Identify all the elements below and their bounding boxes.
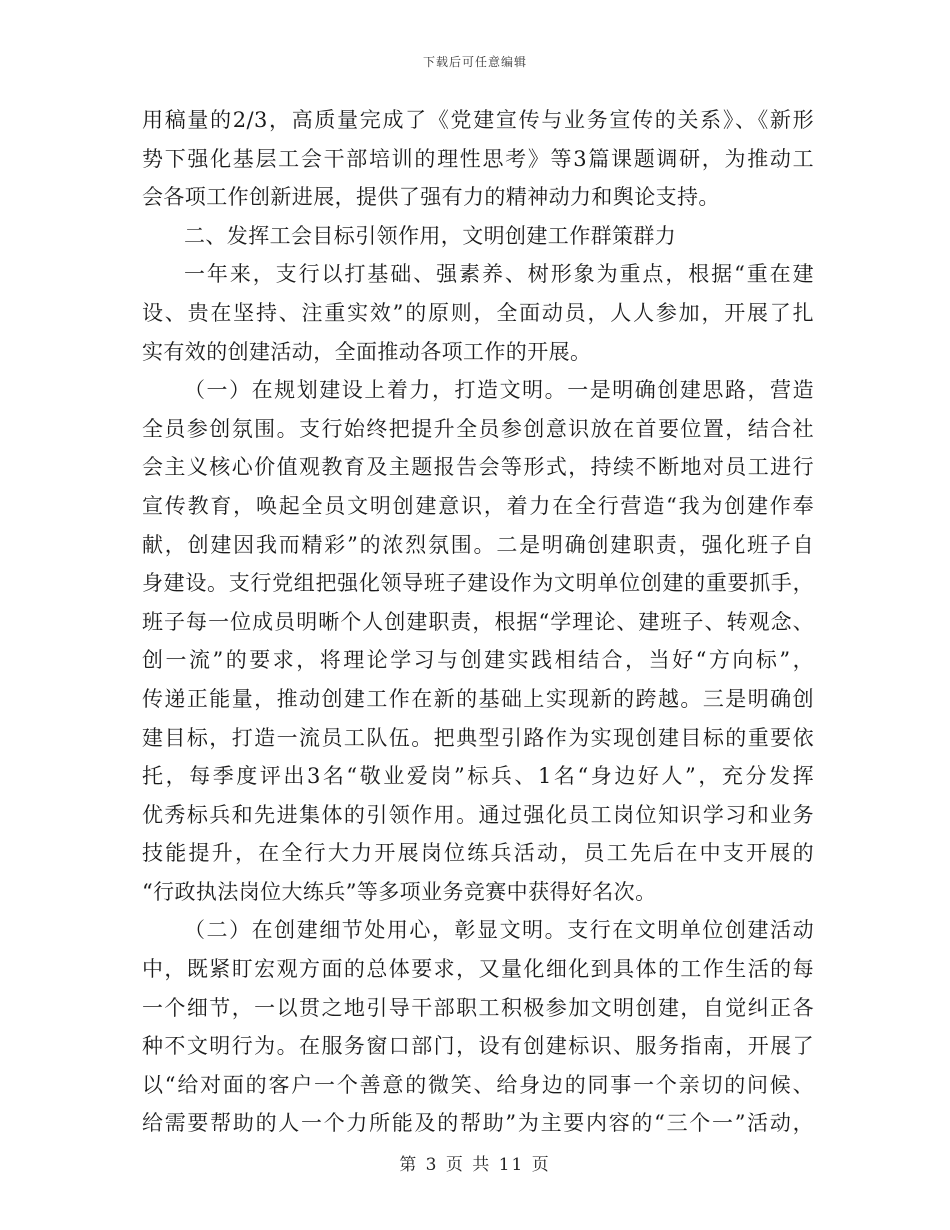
text-line: 种不文明行为。在服务窗口部门，设有创建标识、服务指南，开展了 <box>142 1034 814 1059</box>
text-line: 给需要帮助的人一个力所能及的帮助”为主要内容的“三个一”活动， <box>142 1111 814 1136</box>
text-line: 中，既紧盯宏观方面的总体要求，又量化细化到具体的工作生活的每 <box>142 957 814 982</box>
text-line: 建目标，打造一流员工队伍。把典型引路作为实现创建目标的重要依 <box>142 725 814 750</box>
text-line: 托，每季度评出3名“敬业爱岗”标兵、1名“身边好人”，充分发挥 <box>142 764 814 789</box>
text-line: （二）在创建细节处用心，彰显文明。支行在文明单位创建活动 <box>184 918 814 943</box>
text-line: 班子每一位成员明晰个人创建职责，根据“学理论、建班子、转观念、 <box>142 609 814 634</box>
text-line: 创一流”的要求，将理论学习与创建实践相结合，当好“方向标”， <box>142 648 814 673</box>
document-body <box>142 101 814 1143</box>
text-line: 传递正能量，推动创建工作在新的基础上实现新的跨越。三是明确创 <box>142 686 814 711</box>
text-line: 会各项工作创新进展，提供了强有力的精神动力和舆论支持。 <box>142 185 720 210</box>
text-line: （一）在规划建设上着力，打造文明。一是明确创建思路，营造 <box>184 378 814 403</box>
text-line: 全员参创氛围。支行始终把提升全员参创意识放在首要位置，结合社 <box>142 416 814 441</box>
text-line: 二、发挥工会目标引领作用，文明创建工作群策群力 <box>184 223 677 248</box>
text-line: 一年来，支行以打基础、强素养、树形象为重点，根据“重在建 <box>184 262 814 287</box>
text-line: 宣传教育，唤起全员文明创建意识，着力在全行营造“我为创建作奉 <box>142 493 814 518</box>
text-line: 身建设。支行党组把强化领导班子建设作为文明单位创建的重要抓手， <box>142 571 814 596</box>
text-line: 实有效的创建活动，全面推动各项工作的开展。 <box>142 339 592 364</box>
text-line: 会主义核心价值观教育及主题报告会等形式，持续不断地对员工进行 <box>142 455 814 480</box>
text-line: 献，创建因我而精彩”的浓烈氛围。二是明确创建职责，强化班子自 <box>142 532 814 557</box>
page-number-footer: 第 3 页 共 11 页 <box>399 1155 551 1175</box>
text-line: 势下强化基层工会干部培训的理性思考》等3篇课题调研，为推动工 <box>142 146 814 171</box>
text-line: 优秀标兵和先进集体的引领作用。通过强化员工岗位知识学习和业务 <box>142 802 814 827</box>
text-line: 设、贵在坚持、注重实效”的原则，全面动员，人人参加，开展了扎 <box>142 300 814 325</box>
text-line: 用稿量的2/3，高质量完成了《党建宣传与业务宣传的关系》、《新形 <box>142 108 814 132</box>
text-line: 以“给对面的客户一个善意的微笑、给身边的同事一个亲切的问候、 <box>142 1072 814 1097</box>
text-line: 一个细节，一以贯之地引导干部职工积极参加文明创建，自觉纠正各 <box>142 995 814 1020</box>
text-line: “行政执法岗位大练兵”等多项业务竞赛中获得好名次。 <box>142 879 657 904</box>
text-line: 技能提升，在全行大力开展岗位练兵活动，员工先后在中支开展的 <box>142 841 814 866</box>
download-edit-note: 下载后可任意编辑 <box>422 55 527 69</box>
